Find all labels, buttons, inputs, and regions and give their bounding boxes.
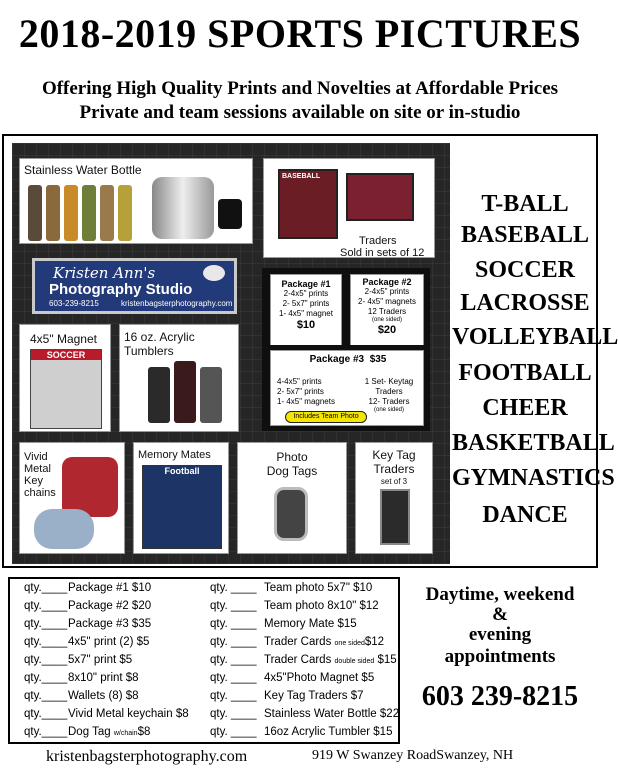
dog-tags-card [237,442,347,554]
tumblers-label-2: Tumblers [124,344,174,358]
logo-phone: 603-239-8215 [49,299,99,308]
sport-item: VOLLEYBALL [452,324,618,350]
key-tag-label-3: set of 3 [380,477,408,486]
package-1-card [270,274,342,348]
water-bottle-label: Stainless Water Bottle [24,163,142,177]
page-title: 2018-2019 SPORTS PICTURES [18,11,582,56]
sport-item: BASEBALL [460,222,590,248]
memory-mates-label: Memory Mates [138,449,211,461]
studio-logo [32,258,237,314]
order-row[interactable]: qty. ____ 4x5"Photo Magnet $5 [210,672,375,684]
contact-line: Daytime, weekend [425,584,575,605]
tumbler-icon [174,361,196,423]
package-2-line: 2- 4x5" magnets [358,297,416,306]
key-tag-card [355,442,433,554]
package-3-line: 1 Set- Keytag [364,377,414,386]
trader-card-photo: BASEBALL [278,169,338,239]
order-row[interactable]: qty. ____ Trader Cards double sided $15 [210,654,397,666]
water-bottle-card [19,158,253,244]
order-row[interactable]: qty.____Dog Tag w/chain$8 [24,726,151,738]
contact-line: appointments [444,646,556,667]
tumbler-icon [200,367,222,423]
keychain-photo [62,457,118,517]
keychain-photo [34,509,94,549]
key-tag-icon [380,489,410,545]
package-3-line: 1- 4x5" magnets [277,397,335,406]
team-photo-badge: Includes Team Photo [285,411,367,423]
key-tag-label-1: Key Tag [372,448,416,462]
order-row[interactable]: qty.____Package #3 $35 [24,618,152,630]
order-row[interactable]: qty.____Package #1 $10 [24,582,152,594]
trader-card-photo-back [346,173,414,221]
logo-web: kristenbagsterphotography.com [121,299,233,308]
package-1-line: 1- 4x5" magnet [279,309,333,318]
tumblers-card [119,324,239,432]
sport-item: GYMNASTICS [452,465,615,491]
order-row[interactable]: qty. ____ Key Tag Traders $7 [210,690,364,702]
dog-tag-icon [274,487,308,541]
sport-item: CHEER [482,395,568,421]
order-row[interactable]: qty. ____ 16oz Acrylic Tumbler $15 [210,726,393,738]
order-row[interactable]: qty. ____ Memory Mate $15 [210,618,357,630]
traders-label: Traders [359,235,397,247]
contact-block [404,584,596,714]
package-3-title: Package #3 [309,354,365,365]
order-row[interactable]: qty.____Package #2 $20 [24,600,152,612]
traders-note: Sold in sets of 12 [340,247,425,259]
order-form [8,577,400,744]
magnet-card [19,324,111,432]
package-2-card [350,274,424,348]
package-1-title: Package #1 [281,279,331,289]
package-3-line: 4-4x5" prints [277,377,322,386]
steel-bottle-icon [152,177,214,239]
magnet-label: 4x5" Magnet [30,332,97,346]
package-2-line: 12 Traders [367,307,407,316]
memory-mate-photo: Football [142,465,222,549]
package-3-card [270,350,424,426]
package-1-line: 2- 5x7" prints [282,299,330,308]
sport-item: BASKETBALL [452,430,615,456]
order-row[interactable]: qty. ____ Team photo 5x7" $10 [210,582,373,594]
sport-item: DANCE [482,502,568,528]
keychain-label: Vivid [24,451,48,463]
key-tag-label-2: Traders [373,462,415,476]
package-1-price: $10 [296,319,316,331]
sport-item: FOOTBALL [458,360,592,386]
traders-card [263,158,435,258]
package-2-line: (one sided) [371,317,403,323]
bottle-cap-icon [218,199,242,229]
package-2-price: $20 [377,324,397,336]
order-row[interactable]: qty. ____ Team photo 8x10" $12 [210,600,379,612]
footer-website[interactable]: kristenbagsterphotography.com [46,748,248,765]
camera-icon [203,265,225,281]
order-row[interactable]: qty. ____ Stainless Water Bottle $22 [210,708,400,720]
keychain-label: chains [24,487,56,499]
contact-amp: & [492,604,508,625]
footer-address: 919 W Swanzey RoadSwanzey, NH [312,748,514,763]
dog-tags-label-2: Dog Tags [266,464,318,478]
package-2-line: 2-4x5" prints [364,287,410,296]
order-row[interactable]: qty.____8x10" print $8 [24,672,139,684]
keychain-label: Key [24,475,43,487]
package-2-title: Package #2 [362,277,412,287]
package-3-line: 12- Traders [368,397,410,406]
order-row[interactable]: qty.____Wallets (8) $8 [24,690,139,702]
magnet-photo: SOCCER [30,349,102,429]
contact-line: evening [468,624,532,645]
keychain-card [19,442,125,554]
tumbler-icon [148,367,170,423]
sport-item: SOCCER [474,257,576,283]
subtitle-prices: Offering High Quality Prints and Novelties at Affordable Prices [41,78,559,99]
order-row[interactable]: qty. ____ Trader Cards one sided$12 [210,636,385,648]
order-row[interactable]: qty.____5x7" print $5 [24,654,133,666]
package-3-line: (one sided) [373,407,405,413]
logo-script: Kristen Ann's [53,264,156,282]
dog-tags-label-1: Photo [276,450,308,464]
sport-item: T-BALL [481,191,569,217]
package-3-line: Traders [375,387,403,396]
memory-mates-card [133,442,229,554]
contact-phone[interactable]: 603 239-8215 [421,681,579,712]
sport-item: LACROSSE [460,290,590,316]
subtitle-sessions: Private and team sessions available on site or in-studio [79,102,521,123]
package-1-line: 2-4x5" prints [283,289,329,298]
order-row[interactable]: qty.____Vivid Metal keychain $8 [24,708,189,720]
order-row[interactable]: qty.____4x5" print (2) $5 [24,636,150,648]
package-3-line: 2- 5x7" prints [277,387,324,396]
keychain-label: Metal [24,463,51,475]
tumblers-label-1: 16 oz. Acrylic [124,330,195,344]
package-3-price: $35 [369,354,387,365]
logo-studio-name: Photography Studio [49,281,193,298]
bottle-photos [28,179,148,241]
